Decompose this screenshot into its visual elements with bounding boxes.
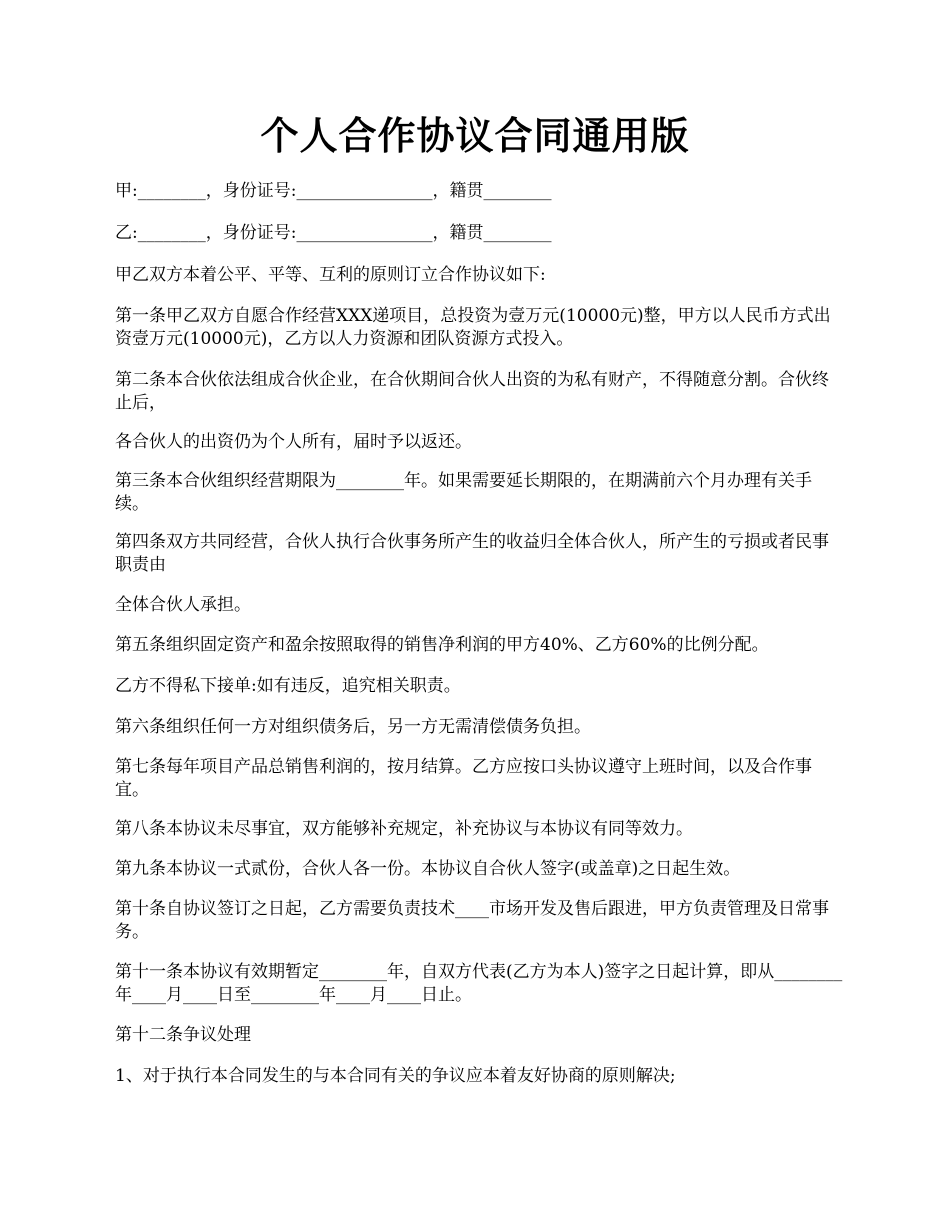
article-3: 第三条本合伙组织经营期限为________年。如果需要延长期限的，在期满前六个月办理有关手续。 — [115, 471, 812, 514]
article-10: 第十条自协议签订之日起，乙方需要负责技术____市场开发及售后跟进，甲方负责管理及日常事务。 — [115, 899, 829, 942]
intro-paragraph: 甲乙双方本着公平、平等、互利的原则订立合作协议如下: — [115, 265, 546, 285]
article-1: 第一条甲乙双方自愿合作经营XXX递项目，总投资为壹万元(10000元)整，甲方以人民币方式出资壹万元(10000元)，乙方以人力资源和团队资源方式投入。 — [115, 306, 831, 349]
article-5: 第五条组织固定资产和盈余按照取得的销售净利润的甲方40%、乙方60%的比例分配。 — [115, 635, 769, 655]
article-12-item-1: 1、对于执行本合同发生的与本合同有关的争议应本着友好协商的原则解决; — [115, 1066, 676, 1086]
article-2-continued: 各合伙人的出资仍为个人所有，届时予以返还。 — [115, 432, 472, 452]
article-8: 第八条本协议未尽事宜，双方能够补充规定，补充协议与本协议有同等效力。 — [115, 819, 693, 839]
article-6: 第六条组织任何一方对组织债务后，另一方无需清偿债务负担。 — [115, 717, 591, 737]
article-7: 第七条每年项目产品总销售利润的，按月结算。乙方应按口头协议遵守上班时间，以及合作事宜。 — [115, 757, 812, 800]
article-9: 第九条本协议一式贰份，合伙人各一份。本协议自合伙人签字(或盖章)之日起生效。 — [115, 859, 741, 879]
document-title: 个人合作协议合同通用版 — [260, 113, 690, 158]
party-b-line: 乙:________，身份证号:________________，籍贯________ — [115, 223, 552, 243]
article-4: 第四条双方共同经营，合伙人执行合伙事务所产生的收益归全体合伙人，所产生的亏损或者民事职责由 — [115, 532, 829, 575]
article-11: 第十一条本协议有效期暂定________年，自双方代表(乙方为本人)签字之日起计算，即从________年____月____日至________年____月____日止。 — [115, 962, 843, 1005]
article-5-note: 乙方不得私下接单:如有违反，追究相关职责。 — [115, 676, 461, 696]
article-12-heading: 第十二条争议处理 — [115, 1025, 251, 1045]
party-a-line: 甲:________，身份证号:________________，籍贯________ — [115, 181, 552, 201]
article-2: 第二条本合伙依法组成合伙企业，在合伙期间合伙人出资的为私有财产，不得随意分割。合伙终止后， — [115, 370, 829, 413]
article-4-continued: 全体合伙人承担。 — [115, 595, 251, 615]
